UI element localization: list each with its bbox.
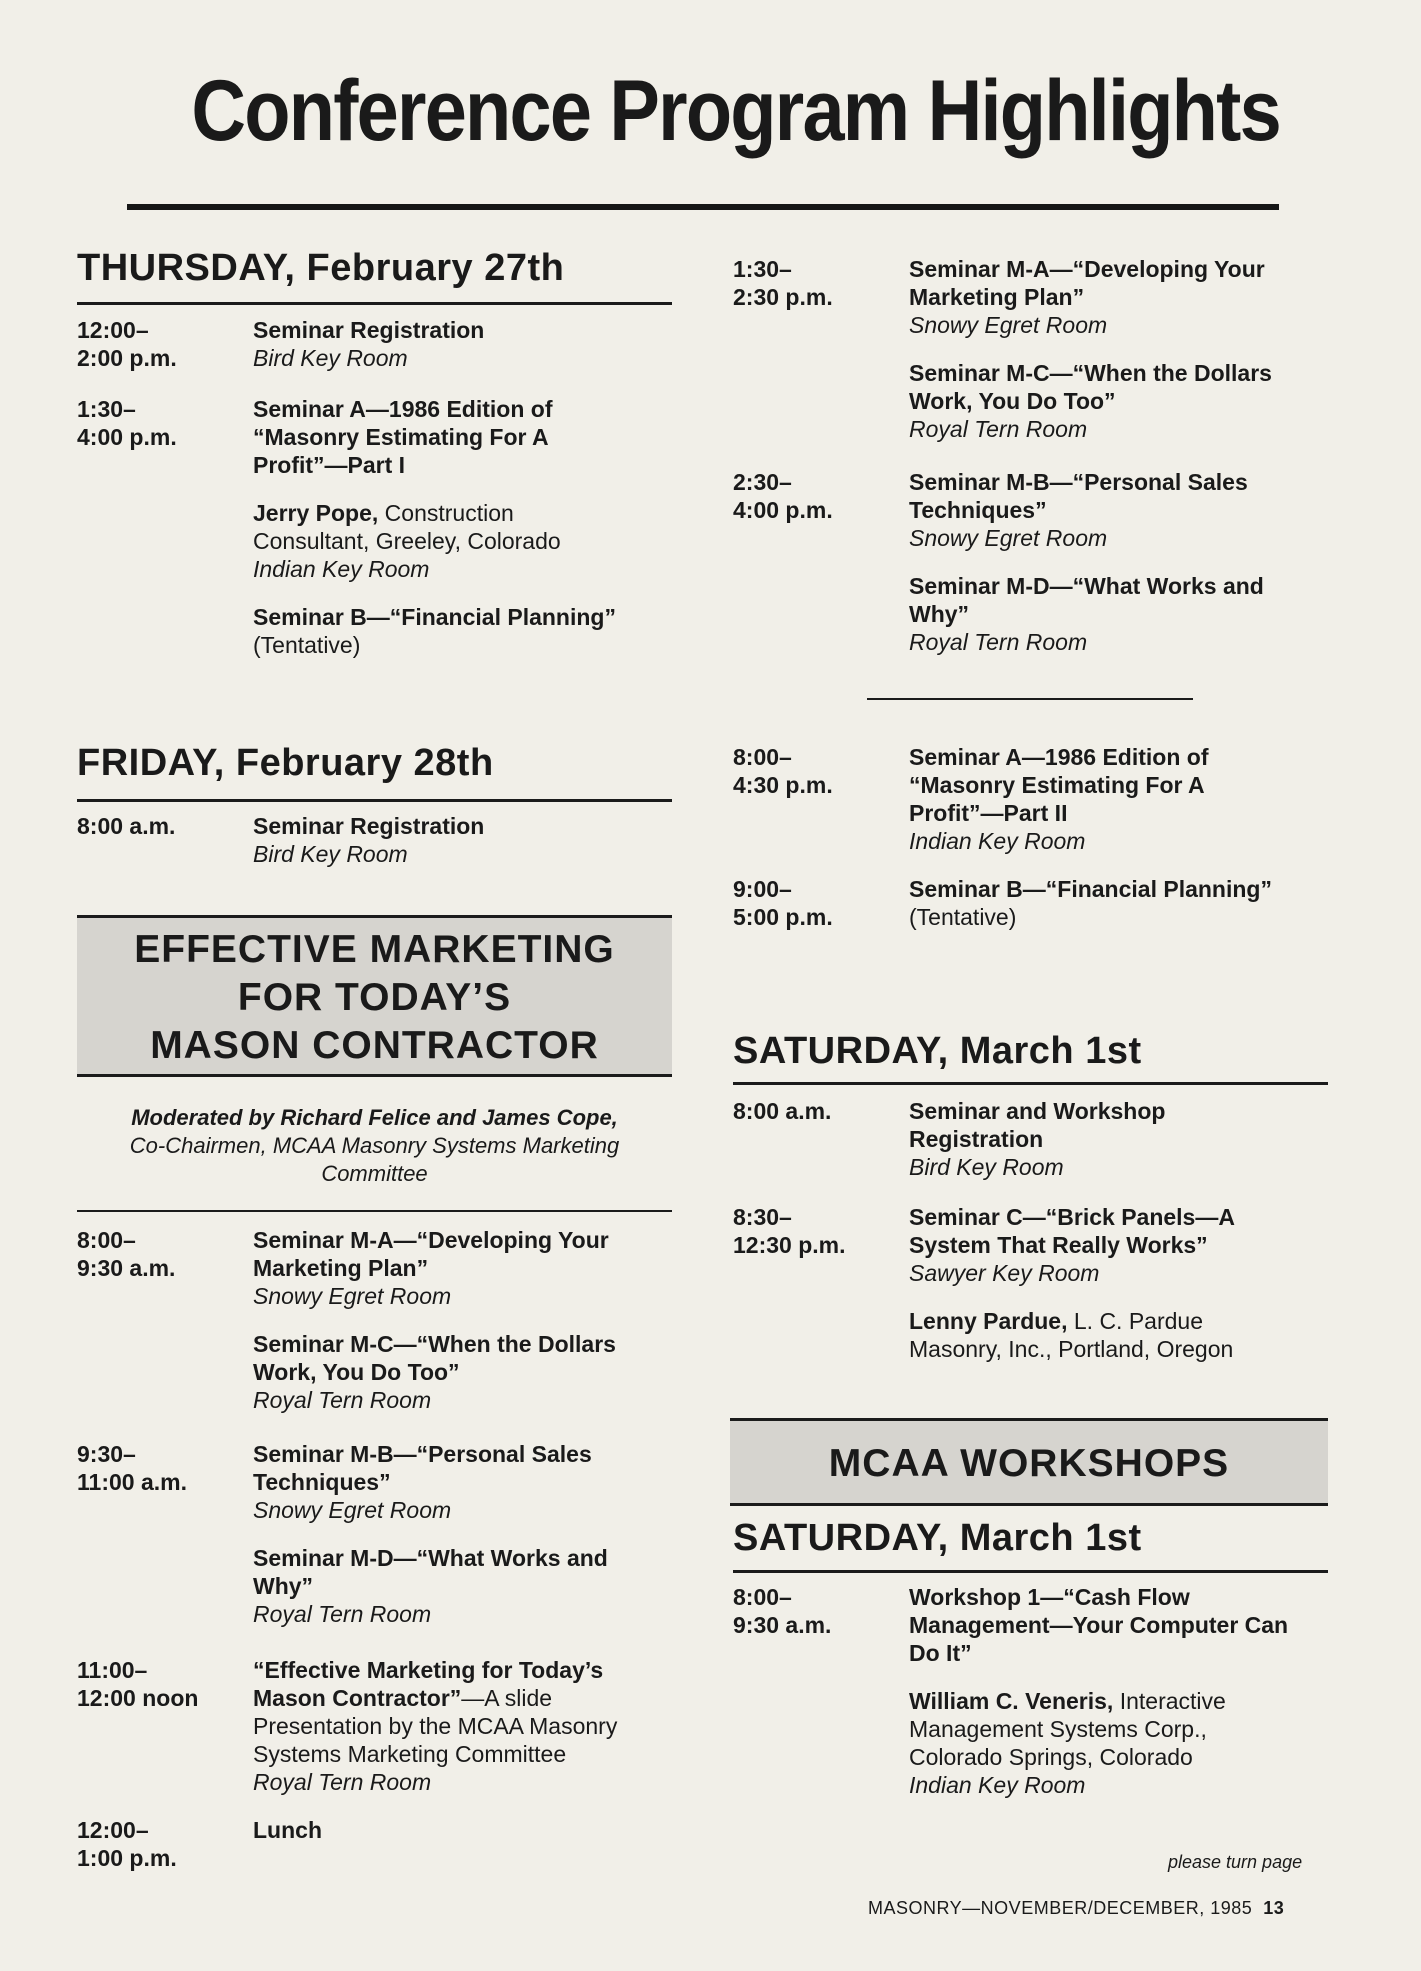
entry-room: Bird Key Room (253, 345, 408, 371)
entry-title: Seminar M-B—“Personal Sales Techniques” (909, 469, 1248, 523)
entry-title: Seminar Registration (253, 813, 485, 839)
marketing-box-line: EFFECTIVE MARKETING (134, 928, 615, 971)
entry-title: Seminar M-C—“When the Dollars Work, You Do Too” (909, 360, 1272, 414)
entry-description (253, 1656, 663, 1796)
entry-room: Royal Tern Room (253, 1769, 432, 1795)
saturday-workshops-heading: SATURDAY, March 1st (733, 1517, 1142, 1559)
speaker (909, 1307, 1319, 1363)
page-footer (868, 1898, 1284, 1919)
entry-description (909, 875, 1319, 931)
entry-room: Indian Key Room (909, 828, 1086, 854)
entry-time: 1:30– 2:30 p.m. (733, 256, 833, 310)
workshops-section-box (730, 1418, 1328, 1506)
entry-room: Royal Tern Room (909, 416, 1088, 442)
moderators-rule (77, 1210, 672, 1212)
speaker-name: Lenny Pardue, (909, 1308, 1068, 1334)
thursday-heading: THURSDAY, February 27th (77, 247, 565, 289)
entry-title: Seminar A—1986 Edition of “Masonry Estimating For A Profit”—Part I (253, 396, 553, 478)
entry-time: 12:00– 1:00 p.m. (77, 1817, 177, 1871)
entry-room: Bird Key Room (909, 1154, 1064, 1180)
entry-note: (Tentative) (909, 904, 1017, 930)
entry-description (909, 468, 1319, 656)
entry-description (909, 1097, 1319, 1181)
entry-room: Royal Tern Room (253, 1387, 432, 1413)
entry-title: “Effective Marketing for Today’s Mason Contractor” (253, 1657, 604, 1711)
turn-page-note: please turn page (1168, 1852, 1303, 1872)
entry-room: Indian Key Room (909, 1772, 1086, 1798)
friday-rule (77, 799, 672, 802)
section-divider (867, 698, 1193, 700)
entry-time: 9:00– 5:00 p.m. (733, 876, 833, 930)
moderators-note (77, 1104, 672, 1188)
entry-room: Snowy Egret Room (909, 525, 1108, 551)
entry-time: 2:30– 4:00 p.m. (733, 469, 833, 523)
entry-note: (Tentative) (253, 632, 361, 658)
page-title: Conference Program Highlights (191, 63, 1280, 159)
entry-time: 8:00– 9:30 a.m. (733, 1584, 832, 1638)
thursday-rule (77, 302, 672, 305)
moderators-names: Moderated by Richard Felice and James Cope, (131, 1105, 618, 1130)
entry-time: 8:00– 9:30 a.m. (77, 1227, 176, 1281)
entry-time: 1:30– 4:00 p.m. (77, 396, 177, 450)
entry-room: Snowy Egret Room (253, 1497, 452, 1523)
entry-description (253, 812, 663, 868)
moderators-role: Co-Chairmen, MCAA Masonry Systems Marketing Committee (129, 1133, 620, 1186)
entry-title: Seminar A—1986 Edition of “Masonry Estimating For A Profit”—Part II (909, 744, 1209, 826)
entry-time: 12:00– 2:00 p.m. (77, 317, 177, 371)
entry-text (253, 1656, 663, 1768)
speaker-detail: Construction Consultant, Greeley, Colorado (253, 500, 561, 554)
entry-description (253, 1816, 663, 1844)
speaker (909, 1687, 1319, 1771)
entry-description (253, 1440, 663, 1628)
entry-room: Royal Tern Room (253, 1601, 432, 1627)
workshops-box-title: MCAA WORKSHOPS (828, 1442, 1230, 1485)
entry-title: Seminar M-C—“When the Dollars Work, You Do Too” (253, 1331, 616, 1385)
speaker-name: Jerry Pope, (253, 500, 379, 526)
entry-room: Sawyer Key Room (909, 1260, 1100, 1286)
title-rule (127, 204, 1279, 210)
entry-title: Seminar Registration (253, 317, 485, 343)
entry-room: Snowy Egret Room (253, 1283, 452, 1309)
entry-time: 8:00 a.m. (77, 813, 176, 839)
speaker (253, 499, 663, 555)
entry-time: 11:00– 12:00 noon (77, 1657, 199, 1711)
entry-time: 9:30– 11:00 a.m. (77, 1441, 187, 1495)
marketing-section-box (77, 915, 672, 1077)
page-number: 13 (1263, 1898, 1285, 1918)
entry-title: Lunch (253, 1817, 322, 1843)
saturday-workshops-rule (733, 1570, 1328, 1573)
entry-title: Seminar M-A—“Developing Your Marketing Plan” (909, 256, 1265, 310)
entry-title: Seminar B—“Financial Planning” (909, 876, 1272, 902)
entry-title: Seminar B—“Financial Planning” (253, 604, 616, 630)
saturday-heading: SATURDAY, March 1st (733, 1030, 1142, 1072)
entry-title: Seminar and Workshop Registration (909, 1098, 1166, 1152)
entry-title: Seminar C—“Brick Panels—A System That Really Works” (909, 1204, 1235, 1258)
entry-description (253, 395, 663, 659)
speaker-detail: L. C. Pardue Masonry, Inc., Portland, Oregon (909, 1308, 1234, 1362)
speaker-detail: Interactive Management Systems Corp., Colorado Springs, Colorado (909, 1688, 1226, 1770)
entry-description (909, 255, 1319, 443)
entry-room: Royal Tern Room (909, 629, 1088, 655)
entry-room: Snowy Egret Room (909, 312, 1108, 338)
entry-description (909, 743, 1319, 855)
entry-description (253, 316, 663, 372)
entry-title: Workshop 1—“Cash Flow Management—Your Computer Can Do It” (909, 1584, 1289, 1666)
entry-room: Bird Key Room (253, 841, 408, 867)
speaker-name: William C. Veneris, (909, 1688, 1114, 1714)
footer-publication: MASONRY—NOVEMBER/DECEMBER, 1985 (868, 1898, 1253, 1918)
entry-detail: —A slide Presentation by the MCAA Masonry Systems Marketing Committee (253, 1685, 618, 1767)
saturday-rule (733, 1082, 1328, 1085)
entry-time: 8:00– 4:30 p.m. (733, 744, 833, 798)
entry-time: 8:00 a.m. (733, 1098, 832, 1124)
entry-title: Seminar M-A—“Developing Your Marketing Plan” (253, 1227, 609, 1281)
friday-heading: FRIDAY, February 28th (77, 742, 494, 784)
marketing-box-line: MASON CONTRACTOR (150, 1024, 599, 1067)
entry-time: 8:30– 12:30 p.m. (733, 1204, 846, 1258)
entry-title: Seminar M-D—“What Works and Why” (909, 573, 1264, 627)
entry-room: Indian Key Room (253, 556, 430, 582)
entry-title: Seminar M-D—“What Works and Why” (253, 1545, 608, 1599)
entry-description (909, 1203, 1319, 1363)
marketing-box-line: FOR TODAY’S (237, 976, 512, 1019)
entry-description (909, 1583, 1319, 1799)
entry-title: Seminar M-B—“Personal Sales Techniques” (253, 1441, 592, 1495)
entry-description (253, 1226, 663, 1414)
